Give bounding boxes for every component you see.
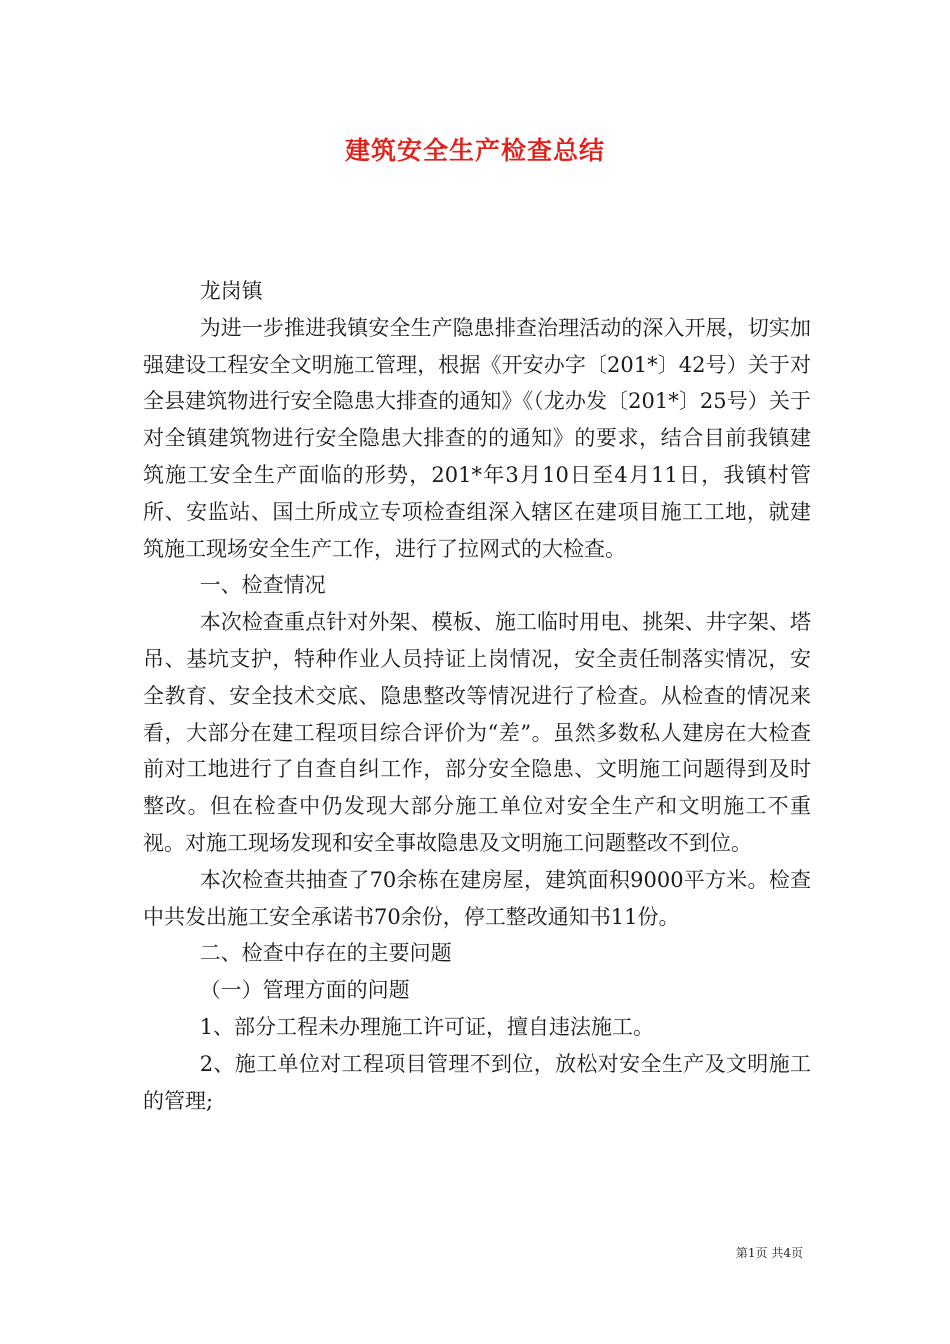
paragraph-intro: 为进一步推进我镇安全生产隐患排查治理活动的深入开展，切实加强建设工程安全文明施工管理，根据《开安办字〔201*〕42号）关于对全县建筑物进行安全隐患大排查的通知》《（龙办发〔201*〕25号）关于对全镇建筑物进行安全隐患大排查的的通知》的要求，结合目前我镇建筑施工安全生产面临的形势，201*年3月10日至4月11日，我镇村管所、安监站、国土所成立专项检查组深入辖区在建项目施工工地，就建筑施工现场安全生产工作，进行了拉网式的大检查。 [143,315,811,561]
heading-inspection-situation: 一、检查情况 [199,573,326,598]
document-body [143,273,811,1119]
paragraph-town: 龙岗镇 [199,279,263,303]
list-item-2: 2、施工单位对工程项目管理不到位，放松对安全生产及文明施工的管理; [143,1051,811,1113]
paragraph-inspection-stats: 本次检查共抽查了70余栋在建房屋，建筑面积9000平方米。检查中共发出施工安全承诺书70余份，停工整改通知书11份。 [143,867,811,929]
heading-main-problems: 二、检查中存在的主要问题 [199,941,452,966]
document-title: 建筑安全生产检查总结 [344,136,605,165]
page-number: 第1页 共4页 [735,1246,803,1260]
subheading-management-issues: （一）管理方面的问题 [199,978,410,1003]
list-item-1: 1、部分工程未办理施工许可证，擅自违法施工。 [199,1014,655,1039]
paragraph-inspection-details: 本次检查重点针对外架、模板、施工临时用电、挑架、井字架、塔吊、基坑支护，特种作业人员持证上岗情况，安全责任制落实情况，安全教育、安全技术交底、隐患整改等情况进行了检查。从检查的情况来看，大部分在建工程项目综合评价为“差”。虽然多数私人建房在大检查前对工地进行了自查自纠工作，部分安全隐患、文明施工问题得到及时整改。但在检查中仍发现大部分施工单位对安全生产和文明施工不重视。对施工现场发现和安全事故隐患及文明施工问题整改不到位。 [143,610,811,855]
